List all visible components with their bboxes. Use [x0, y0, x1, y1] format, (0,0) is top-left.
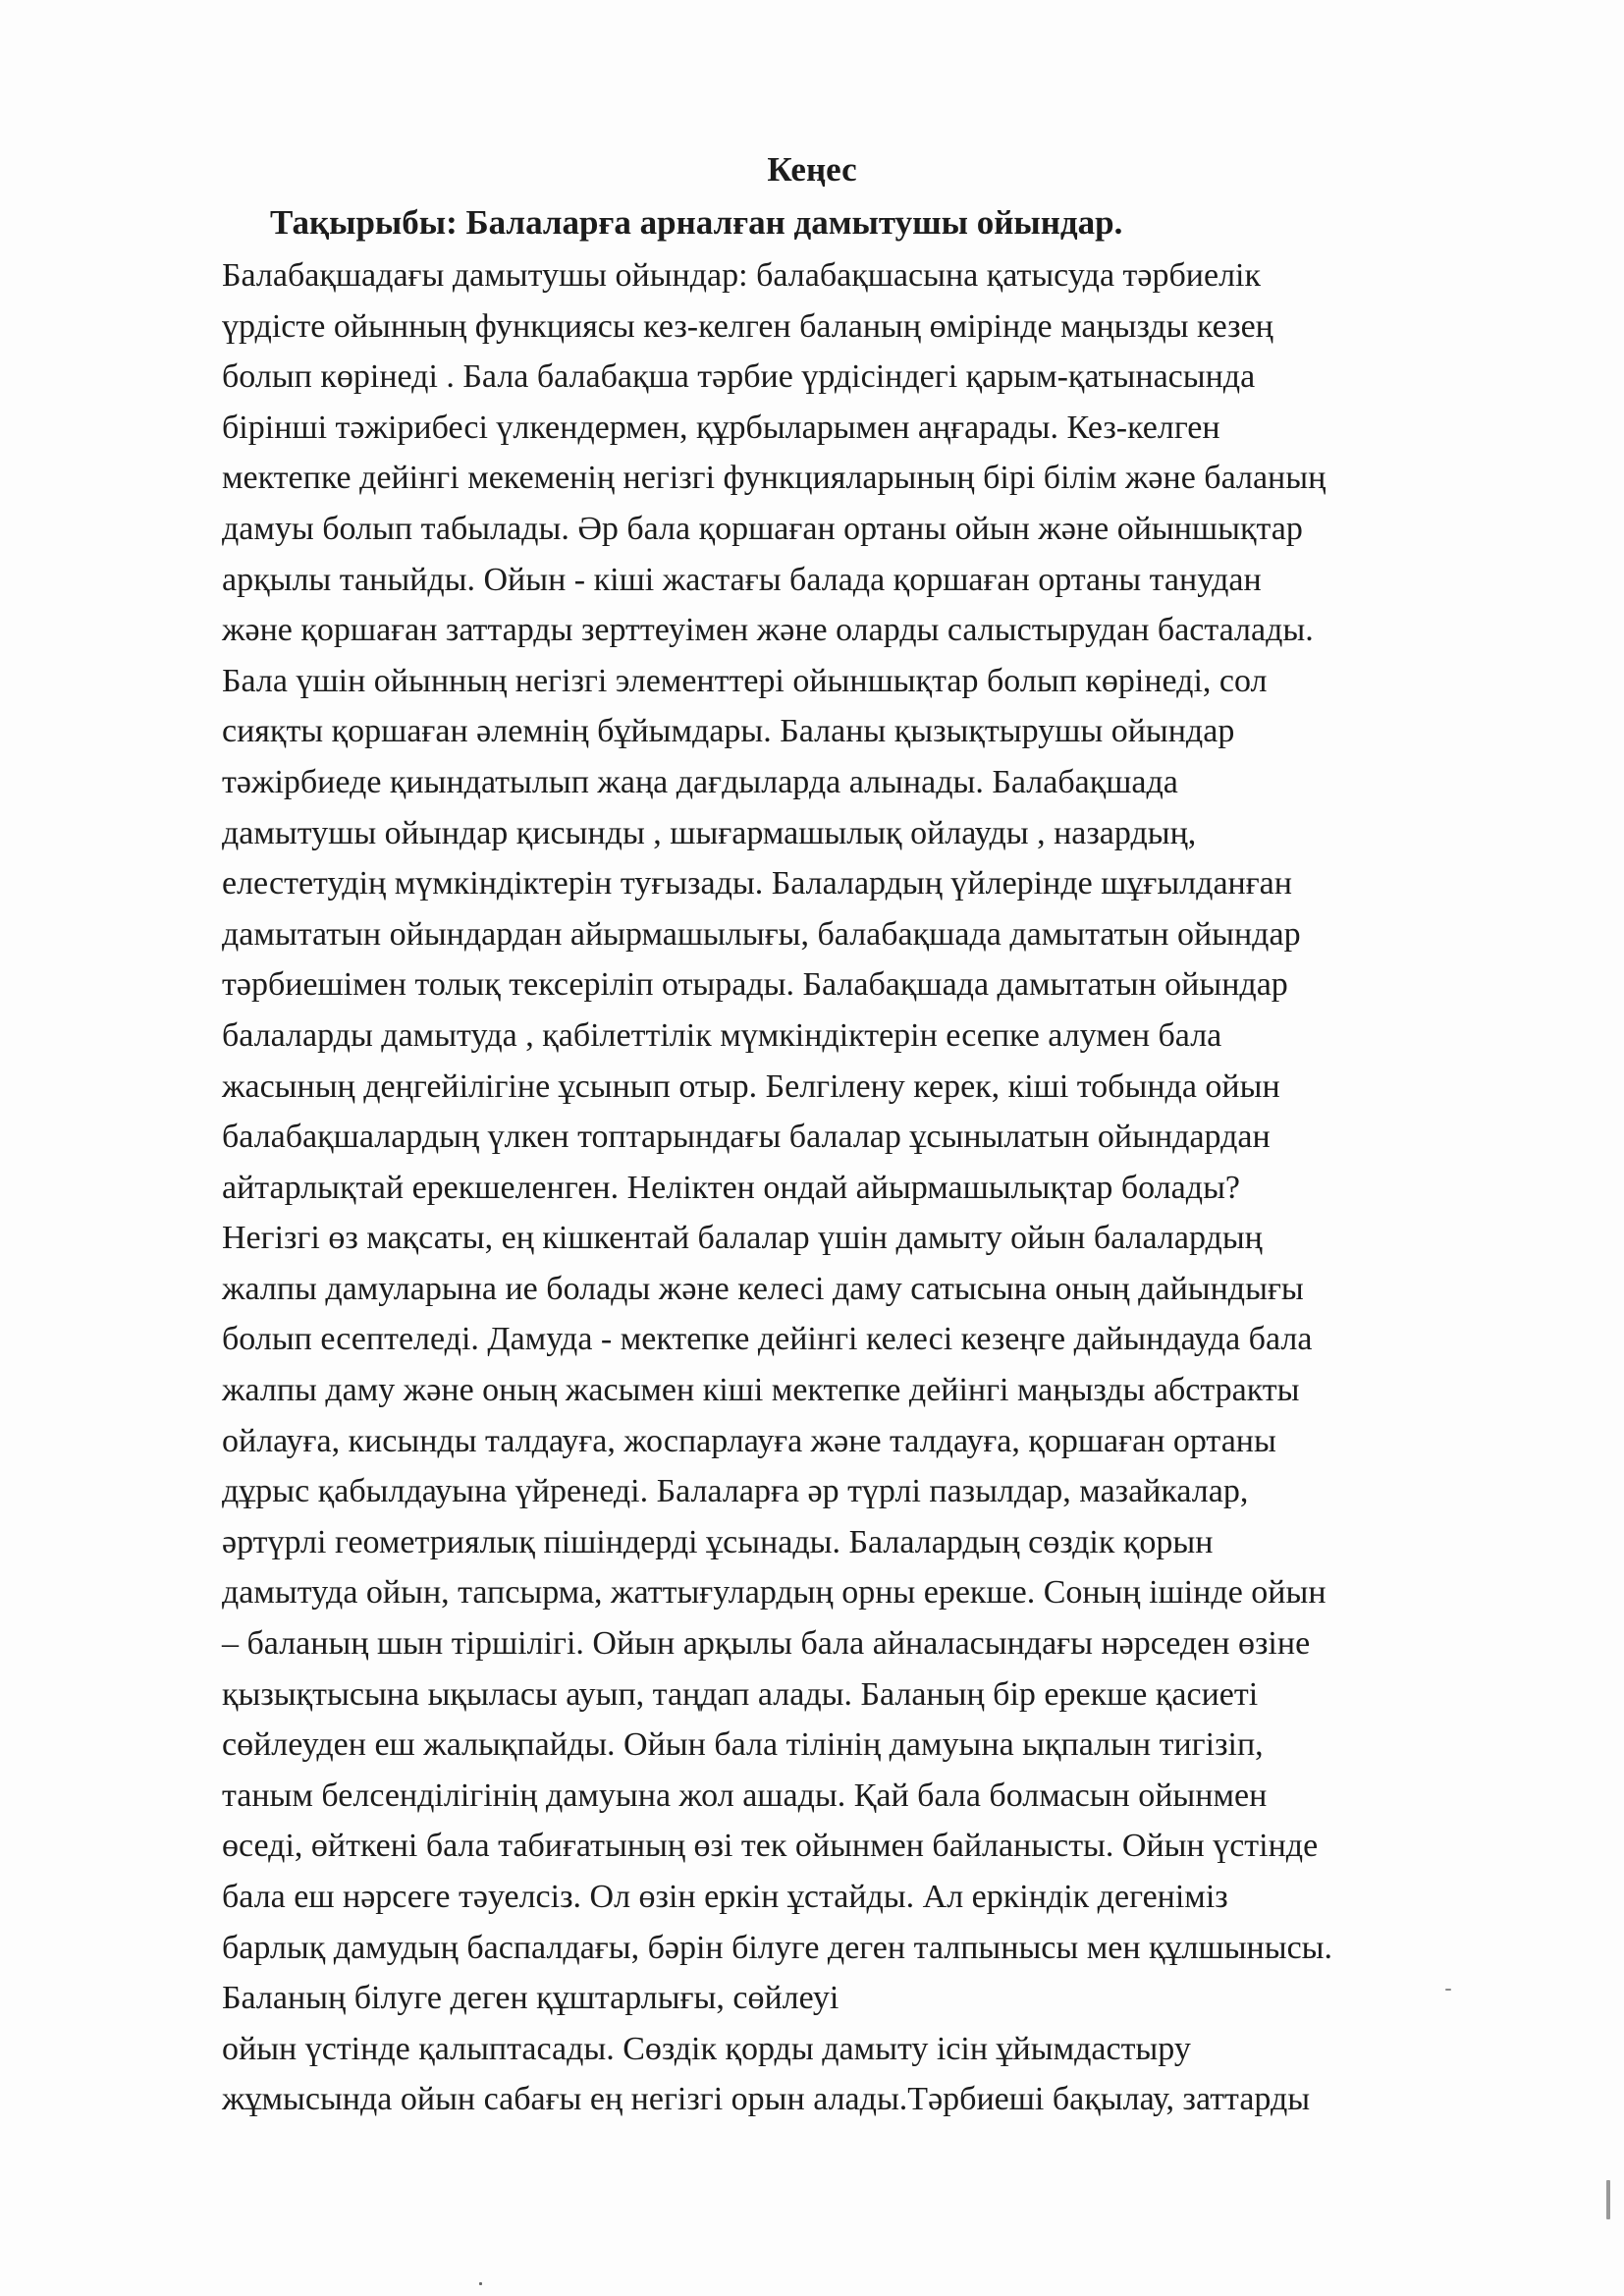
body-text [222, 250, 1498, 2125]
text-line: жұмысында ойын сабағы ең негізгі орын алады.Тәрбиеші бақылау, заттарды [222, 2081, 1311, 2118]
text-line: қызықтысына ықыласы ауып, таңдап алады. Баланың бір ерекше қасиеті [222, 1675, 1259, 1713]
text-line: және қоршаған заттарды зерттеуімен және оларды салыстырудан басталады. [222, 612, 1314, 649]
text-line: бала еш нәрсеге тәуелсіз. Ол өзін еркін ұстайды. Ал еркіндік дегеніміз [222, 1879, 1228, 1915]
text-line: бірінші тәжірибесі үлкендермен, құрбыларымен аңғарады. Кез-келген [222, 409, 1220, 446]
text-line: әртүрлі геометриялық пішіндерді ұсынады. Балалардың сөздік қорын [222, 1523, 1214, 1560]
text-line: елестетудің мүмкіндіктерін туғызады. Балалардың үйлерінде шұғылданған [222, 865, 1292, 902]
scan-speck [479, 2282, 482, 2285]
text-line: таным белсенділігінің дамуына жол ашады. Қай бала болмасын ойынмен [222, 1777, 1268, 1814]
text-line: балаларды дамытуда , қабілеттілік мүмкіндіктерін есепке алумен бала [222, 1016, 1222, 1054]
text-line: Баланың білуге деген құштарлығы, сөйлеуі [222, 1980, 839, 2017]
text-line: айтарлықтай ерекшеленген. Неліктен ондай айырмашылықтар болады? [222, 1169, 1240, 1206]
text-line: дұрыс қабылдауына үйренеді. Балаларға әр түрлі пазылдар, мазайкалар, [222, 1473, 1249, 1510]
text-line: сөйлеуден еш жалықпайды. Ойын бала тілінің дамуына ықпалын тигізіп, [222, 1726, 1264, 1764]
text-line: өседі, өйткені бала табиғатының өзі тек ойынмен байланысты. Ойын үстінде [222, 1828, 1319, 1865]
text-line: болып есептеледі. Дамуда - мектепке дейінгі келесі кезеңге дайындауда бала [222, 1321, 1313, 1358]
text-line: дамытушы ойындар қисынды , шығармашылық ойлауды , назардың, [222, 814, 1197, 851]
scan-speck [1445, 1989, 1451, 1991]
text-line: дамытуда ойын, тапсырма, жаттығулардың орны ерекше. Соның ішінде ойын [222, 1574, 1326, 1612]
text-line: Бала үшін ойынның негізгі элементтері ойыншықтар болып көрінеді, сол [222, 662, 1268, 699]
text-line: арқылы таныйды. Ойын - кіші жастағы балада қоршаған ортаны танудан [222, 561, 1262, 598]
text-line: дамуы болып табылады. Әр бала қоршаған ортаны ойын және ойыншықтар [222, 510, 1303, 547]
text-line: ойлауға, кисынды талдауға, жоспарлауға және талдауға, қоршаған ортаны [222, 1422, 1276, 1459]
text-line: жасының деңгейілігіне ұсынып отыр. Белгілену керек, кіші тобында ойын [222, 1067, 1280, 1105]
text-line: – баланың шын тіршілігі. Ойын арқылы бала айналасындағы нәрседен өзіне [222, 1625, 1311, 1663]
text-line: тәрбиешімен толық тексеріліп отырады. Балабақшада дамытатын ойындар [222, 966, 1288, 1004]
text-line: Балабақшадағы дамытушы ойындар: балабақшасына қатысуда тәрбиелік [222, 257, 1262, 294]
text-line: сияқты қоршаған әлемнің бұйымдары. Баланы қызықтырушы ойындар [222, 713, 1235, 750]
text-line: барлық дамудың баспалдағы, бәрін білуге деген талпынысы мен құлшынысы. [222, 1929, 1333, 1966]
text-line: жалпы дамуларына ие болады және келесі даму сатысына оның дайындығы [222, 1270, 1304, 1307]
text-line: ойын үстінде қалыптасады. Сөздік қорды дамыту ісін ұйымдастыру [222, 2030, 1191, 2067]
text-line: дамытатын ойындардан айырмашылығы, балабақшада дамытатын ойындар [222, 915, 1301, 953]
text-line: мектепке дейінгі мекеменің негізгі функцияларының бірі білім және баланың [222, 460, 1326, 497]
document-subtitle: Тақырыбы: Балаларға арналған дамытушы ойындар. [270, 203, 1123, 242]
scan-speck [1606, 2180, 1610, 2219]
text-line: үрдісте ойынның функциясы кез-келген баланың өмірінде маңызды кезең [222, 307, 1273, 345]
text-line: жалпы даму және оның жасымен кіші мектепке дейінгі маңызды абстракты [222, 1372, 1300, 1409]
text-line: болып көрінеді . Бала балабақша тәрбие үрдісіндегі қарым-қатынасында [222, 358, 1256, 396]
text-line: балабақшалардың үлкен топтарындағы балалар ұсынылатын ойындардан [222, 1119, 1271, 1156]
document-heading: Кеңес [767, 150, 857, 189]
text-line: Негізгі өз мақсаты, ең кішкентай балалар үшін дамыту ойын балалардың [222, 1220, 1263, 1257]
text-line: тәжірбиеде қиындатылып жаңа дағдыларда алынады. Балабақшада [222, 763, 1178, 800]
